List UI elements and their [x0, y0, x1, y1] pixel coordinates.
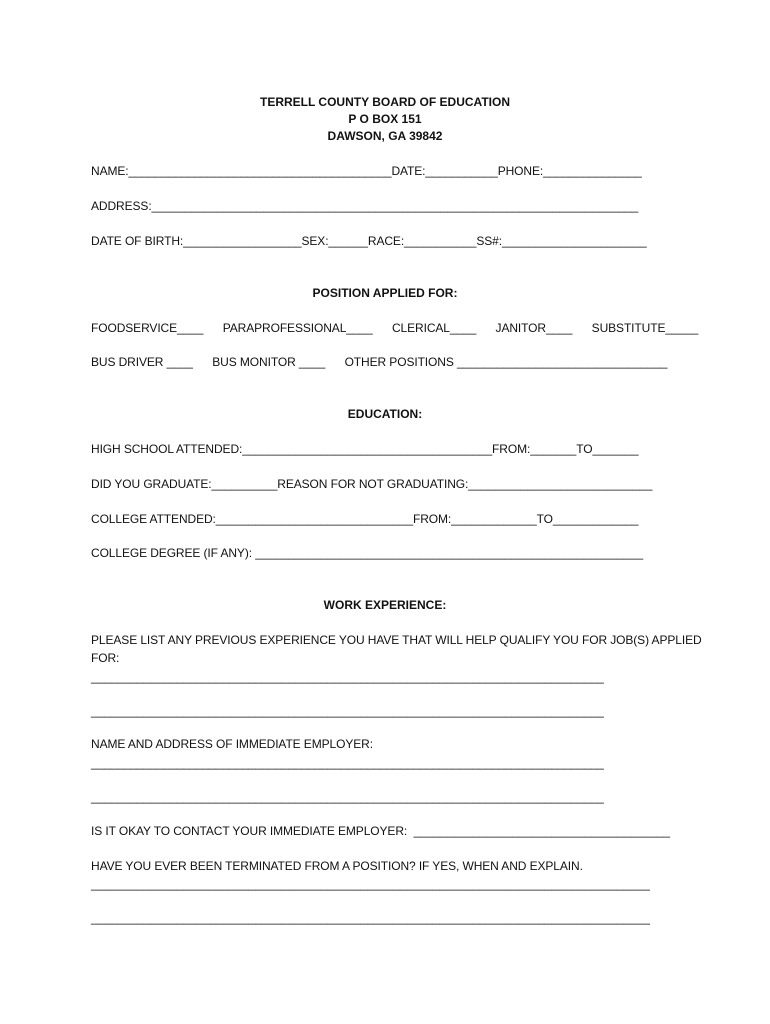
header-city-state-zip: DAWSON, GA 39842 — [327, 129, 443, 143]
graduate-field[interactable]: DID YOU GRADUATE:__________REASON FOR NOT GRADUATING:____________________________ — [91, 477, 653, 491]
header-org-name: TERRELL COUNTY BOARD OF EDUCATION — [259, 95, 510, 109]
college-field[interactable]: COLLEGE ATTENDED:______________________________FROM:_____________TO_____________ — [91, 512, 639, 526]
terminated-blank-line-1[interactable]: _____________________________________________________________________________________ — [91, 877, 650, 891]
terminated-label: HAVE YOU EVER BEEN TERMINATED FROM A POSITION? IF YES, WHEN AND EXPLAIN. — [91, 859, 583, 873]
position-options-row-1[interactable]: FOODSERVICE____ PARAPROFESSIONAL____ CLERICAL____ JANITOR____ SUBSTITUTE_____ — [91, 321, 699, 335]
work-experience-heading: WORK EXPERIENCE: — [323, 598, 447, 612]
position-heading: POSITION APPLIED FOR: — [312, 286, 458, 300]
terminated-blank-line-2[interactable]: _____________________________________________________________________________________ — [91, 911, 650, 925]
experience-prompt-line-1: PLEASE LIST ANY PREVIOUS EXPERIENCE YOU HAVE THAT WILL HELP QUALIFY YOU FOR JOB(S) APPLIED — [91, 633, 702, 647]
employer-blank-line-1[interactable]: ______________________________________________________________________________ — [91, 756, 604, 770]
name-date-phone-field[interactable]: NAME:________________________________________DATE:___________PHONE:_______________ — [91, 164, 642, 178]
experience-blank-line-2[interactable]: ______________________________________________________________________________ — [91, 704, 604, 718]
experience-blank-line-1[interactable]: ______________________________________________________________________________ — [91, 670, 604, 684]
address-field[interactable]: ADDRESS:__________________________________________________________________________ — [91, 199, 639, 213]
college-degree-field[interactable]: COLLEGE DEGREE (IF ANY): ___________________________________________________________ — [91, 546, 644, 560]
employer-blank-line-2[interactable]: ______________________________________________________________________________ — [91, 790, 604, 804]
header-po-box: P O BOX 151 — [348, 112, 422, 126]
high-school-field[interactable]: HIGH SCHOOL ATTENDED:______________________________________FROM:_______TO_______ — [91, 442, 639, 456]
experience-prompt-line-2: FOR: — [91, 651, 120, 665]
employer-label: NAME AND ADDRESS OF IMMEDIATE EMPLOYER: — [91, 737, 373, 751]
position-options-row-2[interactable]: BUS DRIVER ____ BUS MONITOR ____ OTHER POSITIONS ________________________________ — [91, 355, 668, 369]
contact-employer-field[interactable]: IS IT OKAY TO CONTACT YOUR IMMEDIATE EMPLOYER: _______________________________________ — [91, 824, 670, 838]
education-heading: EDUCATION: — [347, 407, 423, 421]
dob-sex-race-ssn-field[interactable]: DATE OF BIRTH:__________________SEX:______RACE:___________SS#:______________________ — [91, 234, 647, 248]
